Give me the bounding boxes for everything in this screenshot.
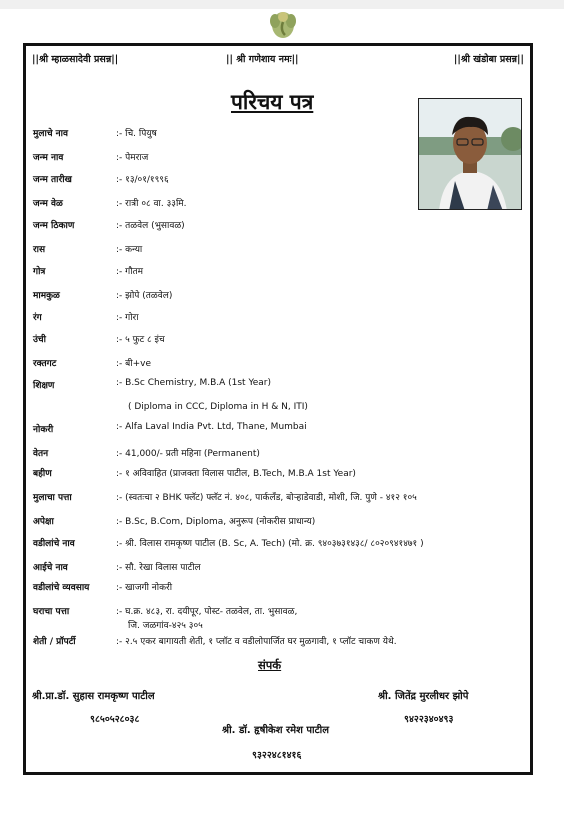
detail-value: :- रात्री ०८ वा. ३३मि. [116,199,187,209]
detail-label: घराचा पत्ता [33,607,70,617]
ganesha-icon [267,8,299,40]
detail-label: शिक्षण [33,381,55,391]
detail-value: :- ५ फुट ८ इंच [116,335,165,345]
detail-value: :- गौतम [116,267,144,277]
detail-label: मुलाचे नाव [33,129,68,139]
detail-value: :- सौ. रेखा विलास पाटील [116,563,201,573]
header-left: ||श्री म्हाळसादेवी प्रसन्न|| [32,54,119,65]
detail-label: शेती / प्रॉपर्टी [33,637,76,647]
detail-value: :- खाजगी नोकरी [116,583,173,593]
detail-value: :- B.Sc, B.Com, Diploma, अनुरूप (नोकरीस प्राधान्य) [116,517,316,527]
header-right: ||श्री खंडोबा प्रसन्न|| [453,54,524,65]
detail-label: बहीण [33,469,52,479]
detail-value: :- B.Sc Chemistry, M.B.A (1st Year) [116,378,272,388]
detail-value: :- घ.क्र. ४८३, रा. दयीपूर, पोस्ट- तळवेल, ता. भुसावळ, [116,607,298,617]
detail-label: जन्म नाव [33,153,64,163]
detail-value: :- (स्वतःचा २ BHK फ्लॅट) फ्लॅट नं. ४०८, पार्कलॅंड, बोऱ्हाडेवाडी, मोशी, जि. पुणे - ४१२ १०५ [116,493,417,503]
contact-person-1-name: श्री.प्रा.डॉ. सुहास रामकृष्ण पाटील [32,691,155,702]
detail-value: :- चि. पियुष [116,129,157,139]
detail-value: :- पेमराज [116,153,149,163]
detail-label: वडीलांचे नाव [33,539,75,549]
detail-label: मुलाचा पत्ता [33,493,72,503]
contact-person-2-phone: ९४२२३४०४९३ [404,714,454,725]
detail-label: वडीलांचे व्यवसाय [33,583,90,593]
detail-label: अपेक्षा [33,517,54,527]
detail-label: आईचे नाव [33,563,68,573]
detail-value: :- २.५ एकर बागायती शेती, १ प्लॉट व वडीलोपार्जित घर मुळगावी, १ प्लॉट चाकण येथे. [116,637,397,647]
contact-person-1-phone: ९८५०५२८०३८ [90,714,140,725]
page-title: परिचय पत्र [231,90,314,114]
detail-label: रक्तगट [33,359,57,369]
detail-value: :- श्री. विलास रामकृष्ण पाटील (B. Sc, A. Tech) (मो. क्र. ९४०३७३१४३८/ ८०२०९४१४७१ ) [116,539,424,549]
contact-person-3-phone: ९३२२४८१४१६ [252,750,302,761]
detail-label: जन्म वेळ [33,199,63,209]
profile-photo [418,98,522,210]
detail-value: :- १३/०१/१९९६ [116,175,169,185]
detail-label: रास [33,245,46,255]
detail-value: ( Diploma in CCC, Diploma in H & N, ITI) [128,402,308,412]
detail-label: जन्म तारीख [33,175,72,185]
detail-value: :- गोरा [116,313,139,323]
detail-label: जन्म ठिकाण [33,221,75,231]
document-frame [23,43,533,775]
header-center: || श्री गणेशाय नमः|| [226,54,299,65]
detail-label: वेतन [33,449,49,459]
detail-label: उंची [33,335,46,345]
contact-person-3-name: श्री. डॉ. हृषीकेश रमेश पाटील [222,725,330,736]
detail-value: :- Alfa Laval India Pvt. Ltd, Thane, Mumbai [116,422,307,432]
detail-value: :- १ अविवाहित (प्राजक्ता विलास पाटील, B.Tech, M.B.A 1st Year) [116,469,356,479]
detail-label: नोकरी [33,425,54,435]
detail-value: :- बी+ve [116,359,152,369]
contact-heading: संपर्क [258,658,282,672]
detail-label: गोत्र [33,267,46,277]
detail-value: जि. जळगांव-४२५ ३०५ [128,621,203,631]
detail-value: :- तळवेल (भुसावळ) [116,221,185,231]
detail-value: :- झोपे (तळवेल) [116,291,173,301]
detail-value: :- 41,000/- प्रती महिना (Permanent) [116,449,260,459]
contact-person-2-name: श्री. जितेंद्र मुरलीधर झोपे [378,691,469,702]
detail-label: रंग [33,313,42,323]
detail-label: मामकुळ [33,291,60,301]
detail-value: :- कन्या [116,245,143,255]
